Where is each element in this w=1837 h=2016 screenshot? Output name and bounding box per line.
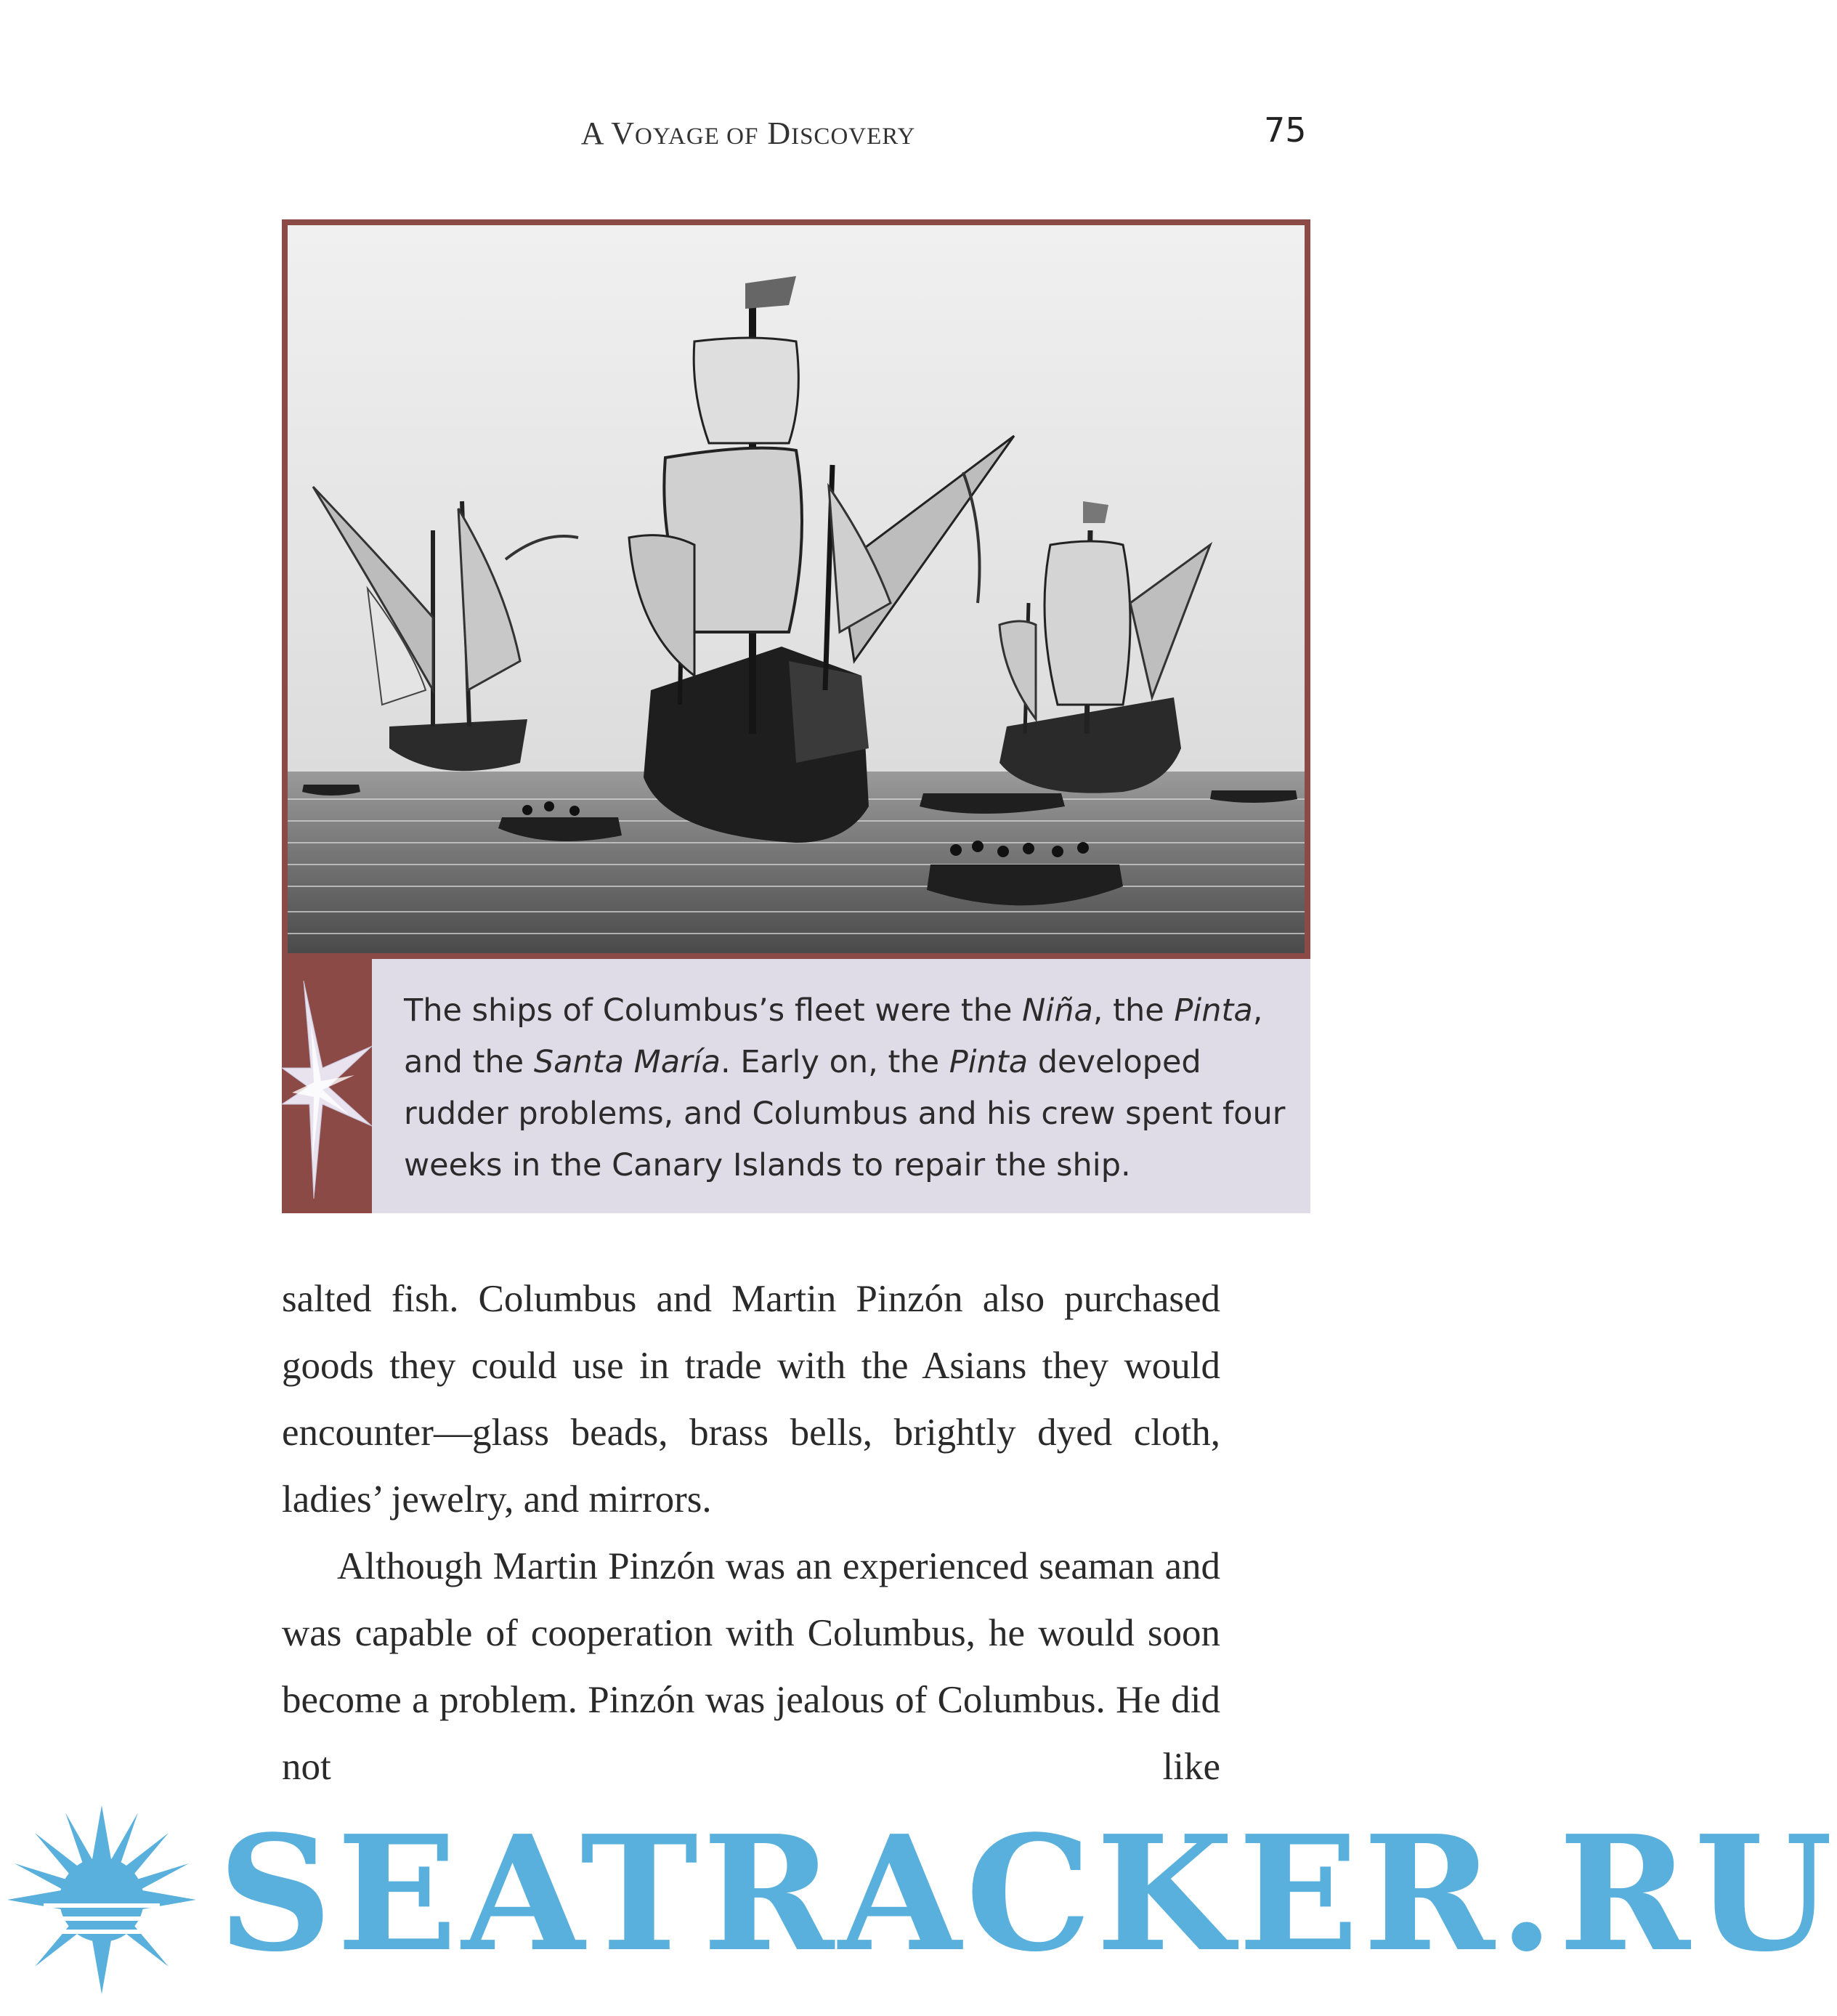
ship-name-pinta: Pinta: [1174, 992, 1253, 1029]
star-ornament-icon: [282, 959, 372, 1213]
ship-name-pinta-2: Pinta: [949, 1044, 1029, 1080]
paragraph-2: Although Martin Pinzón was an experienced seaman and was capable of cooperation with Columbus, he would soon become a problem. Pinzón was jealous of Columbus. He did not like: [282, 1545, 1220, 1788]
ships-engraving-image: [288, 225, 1305, 953]
ships-illustration-icon: [288, 225, 1305, 953]
watermark-text: SEATRACKER.RU: [218, 1801, 1837, 1987]
page-number: 75: [1264, 110, 1307, 150]
paragraph-1: salted fish. Columbus and Martin Pinzón also purchased goods they could use in trade with the Asians they would encounter—glass beads, brass bells, brightly dyed cloth, ladies’ jewelry, and mirrors.: [282, 1278, 1220, 1521]
caption-box: [372, 959, 1310, 1213]
running-head: A VOYAGE OF DISCOVERY: [580, 116, 916, 151]
body-text: [282, 1266, 1220, 1800]
ship-name-nina: Niña: [1022, 992, 1093, 1029]
figure-frame: [282, 219, 1310, 1213]
ship-name-santa-maria: Santa María: [533, 1044, 721, 1080]
figure-caption: The ships of Columbus’s fleet were the Niña, the Pinta, and the Santa María. Early on, the Pinta developed rudder problems, and Columbus and his crew spent four weeks in the Canary Islands to repair the ship.: [404, 992, 1286, 1183]
